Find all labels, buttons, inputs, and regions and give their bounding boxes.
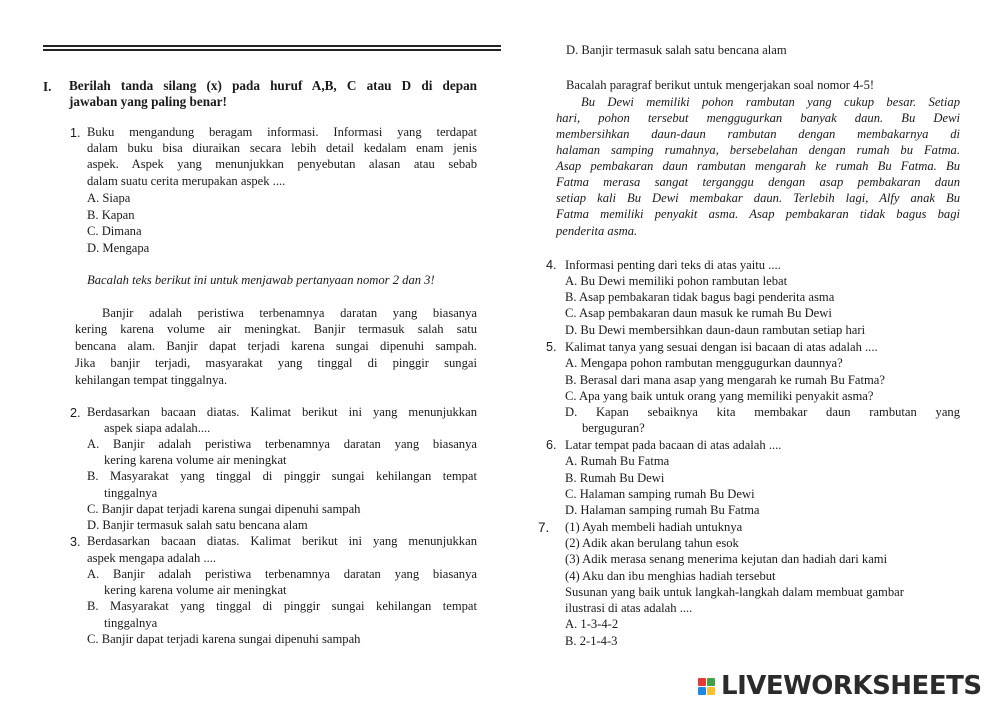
passage-2-line-9: penderita asma. — [556, 224, 638, 238]
q1-number: 1. — [70, 126, 81, 140]
instruction-line-1: Berilah tanda silang (x) pada huruf A,B, C atau D di depan — [69, 78, 477, 93]
q2-option-d[interactable]: D. Banjir termasuk salah satu bencana alam — [87, 518, 308, 532]
q6-option-c[interactable]: C. Halaman samping rumah Bu Dewi — [565, 487, 755, 501]
instruction-line-2: jawaban yang paling benar! — [69, 94, 227, 109]
q7-item-2: (2) Adik akan berulang tahun esok — [565, 536, 739, 550]
passage-2-line-6: Fatma merasa sangat terganggu dengan asap pembakaran daun — [556, 175, 960, 189]
q6-number: 6. — [546, 438, 557, 452]
q7-option-a[interactable]: A. 1-3-4-2 — [565, 617, 619, 631]
passage-2-line-3: membersihkan daun-daun rambutan dengan membakarnya di — [556, 127, 960, 141]
q1-line-3: aspek. Aspek yang menunjukkan penyebutan alasan atau sebab — [87, 157, 477, 171]
q5-option-c[interactable]: C. Apa yang baik untuk orang yang memiliki penyakit asma? — [565, 389, 874, 403]
q7-number: 7. — [538, 520, 550, 535]
q4-option-c[interactable]: C. Asap pembakaran daun masuk ke rumah Bu Dewi — [565, 306, 832, 320]
q3-option-c[interactable]: C. Banjir dapat terjadi karena sungai dipenuhi sampah — [87, 632, 361, 646]
q2-option-a-cont: kering karena volume air meningkat — [104, 453, 287, 467]
q2-option-a[interactable]: A. Banjir adalah peristiwa terbenamnya daratan yang biasanya — [87, 437, 477, 451]
q4-option-d[interactable]: D. Bu Dewi membersihkan daun-daun rambutan setiap hari — [565, 323, 866, 337]
q1-line-1: Buku mengandung beragam informasi. Informasi yang terdapat — [87, 125, 477, 139]
passage-2-line-5: Asap pembakaran daun rambutan mengarah ke rumah Bu Fatma. Bu — [556, 159, 960, 173]
q1-option-c[interactable]: C. Dimana — [87, 224, 142, 238]
logo-text: LIVEWORKSHEETS — [721, 671, 982, 701]
passage-1-line-1: Banjir adalah peristiwa terbenamnya daratan yang biasanya — [102, 306, 477, 320]
passage-1-line-4: Jika banjir terjadi, masyarakat yang tinggal di pinggir sungai — [75, 356, 477, 370]
q6-option-a[interactable]: A. Rumah Bu Fatma — [565, 454, 670, 468]
q5-question: Kalimat tanya yang sesuai dengan isi bacaan di atas adalah .... — [565, 340, 878, 354]
q1-line-2: dalam buku bisa diuraikan secara lebih detail kedalam enam jenis — [87, 141, 477, 155]
liveworksheets-logo — [698, 671, 982, 701]
q4-number: 4. — [546, 258, 557, 272]
q1-option-a[interactable]: A. Siapa — [87, 191, 131, 205]
q2-option-b[interactable]: B. Masyarakat yang tinggal di pinggir sungai kehilangan tempat — [87, 469, 477, 483]
q7-item-4: (4) Aku dan ibu menghias hadiah tersebut — [565, 569, 776, 583]
q5-number: 5. — [546, 340, 557, 354]
q2-option-b-cont: tinggalnya — [104, 486, 158, 500]
q4-question: Informasi penting dari teks di atas yaitu .... — [565, 258, 781, 272]
q6-option-d[interactable]: D. Halaman samping rumah Bu Fatma — [565, 503, 760, 517]
passage-1-line-3: bencana alam. Banjir dapat terjadi karena sungai dipenuhi sampah. — [75, 339, 477, 353]
q3-number: 3. — [70, 535, 81, 549]
q3-option-b[interactable]: B. Masyarakat yang tinggal di pinggir sungai kehilangan tempat — [87, 599, 477, 613]
q1-line-4: dalam suatu cerita merupakan aspek .... — [87, 174, 286, 188]
top-rule-2 — [43, 49, 501, 51]
q6-question: Latar tempat pada bacaan di atas adalah .... — [565, 438, 782, 452]
q1-option-b[interactable]: B. Kapan — [87, 208, 135, 222]
q3-line-2: aspek mengapa adalah .... — [87, 551, 217, 565]
passage-2-line-1: Bu Dewi memiliki pohon rambutan yang cukup besar. Setiap — [581, 95, 960, 109]
passage-2-line-8: Fatma memiliki penyakit asma. Asap pembakaran tidak bagus bagi — [556, 207, 960, 221]
q3-option-a-cont: kering karena volume air meningkat — [104, 583, 287, 597]
q3-option-b-cont: tinggalnya — [104, 616, 158, 630]
q3-option-d[interactable]: D. Banjir termasuk salah satu bencana alam — [566, 43, 787, 57]
passage-1-line-2: kering karena volume air meningkat. Banjir termasuk salah satu — [75, 322, 477, 336]
q7-question-line-1: Susunan yang baik untuk langkah-langkah dalam membuat gambar — [565, 585, 904, 599]
passage-1-intro: Bacalah teks berikut ini untuk menjawab pertanyaan nomor 2 dan 3! — [87, 273, 435, 287]
q2-line-1: Berdasarkan bacaan diatas. Kalimat berikut ini yang menunjukkan — [87, 405, 477, 419]
top-rule — [43, 45, 501, 47]
q5-option-a[interactable]: A. Mengapa pohon rambutan menggugurkan daunnya? — [565, 356, 843, 370]
q5-option-d-cont: berguguran? — [582, 421, 645, 435]
q7-item-3: (3) Adik merasa senang menerima kejutan dan hadiah dari kami — [565, 552, 888, 566]
passage-1-line-5: kehilangan tempat tinggalnya. — [75, 373, 228, 387]
q3-line-1: Berdasarkan bacaan diatas. Kalimat berikut ini yang menunjukkan — [87, 534, 477, 548]
q4-option-a[interactable]: A. Bu Dewi memiliki pohon rambutan lebat — [565, 274, 788, 288]
q7-question-line-2: ilustrasi di atas adalah .... — [565, 601, 693, 615]
passage-2-intro: Bacalah paragraf berikut untuk mengerjakan soal nomor 4-5! — [566, 78, 875, 92]
q5-option-d[interactable]: D. Kapan sebaiknya kita membakar daun rambutan yang — [565, 405, 960, 419]
q2-line-2: aspek siapa adalah.... — [104, 421, 211, 435]
q1-option-d[interactable]: D. Mengapa — [87, 241, 150, 255]
passage-2-line-4: halaman samping rumahnya, bersebelahan dengan rumah bu Fatma. — [556, 143, 960, 157]
q2-number: 2. — [70, 406, 81, 420]
q7-option-b[interactable]: B. 2-1-4-3 — [565, 634, 618, 648]
q3-option-a[interactable]: A. Banjir adalah peristiwa terbenamnya daratan yang biasanya — [87, 567, 477, 581]
passage-2-line-7: setiap kali Bu Dewi membakar daun. Terlebih lagi, Alfy anak Bu — [556, 191, 960, 205]
logo-cube-icon — [698, 678, 715, 695]
q5-option-b[interactable]: B. Berasal dari mana asap yang mengarah ke rumah Bu Fatma? — [565, 373, 885, 387]
section-heading: I. — [43, 79, 52, 94]
q2-option-c[interactable]: C. Banjir dapat terjadi karena sungai dipenuhi sampah — [87, 502, 361, 516]
q7-item-1: (1) Ayah membeli hadiah untuknya — [565, 520, 743, 534]
q6-option-b[interactable]: B. Rumah Bu Dewi — [565, 471, 665, 485]
q4-option-b[interactable]: B. Asap pembakaran tidak bagus bagi penderita asma — [565, 290, 835, 304]
passage-2-line-2: hari, pohon tersebut menggugurkan banyak daun. Bu Dewi — [556, 111, 960, 125]
